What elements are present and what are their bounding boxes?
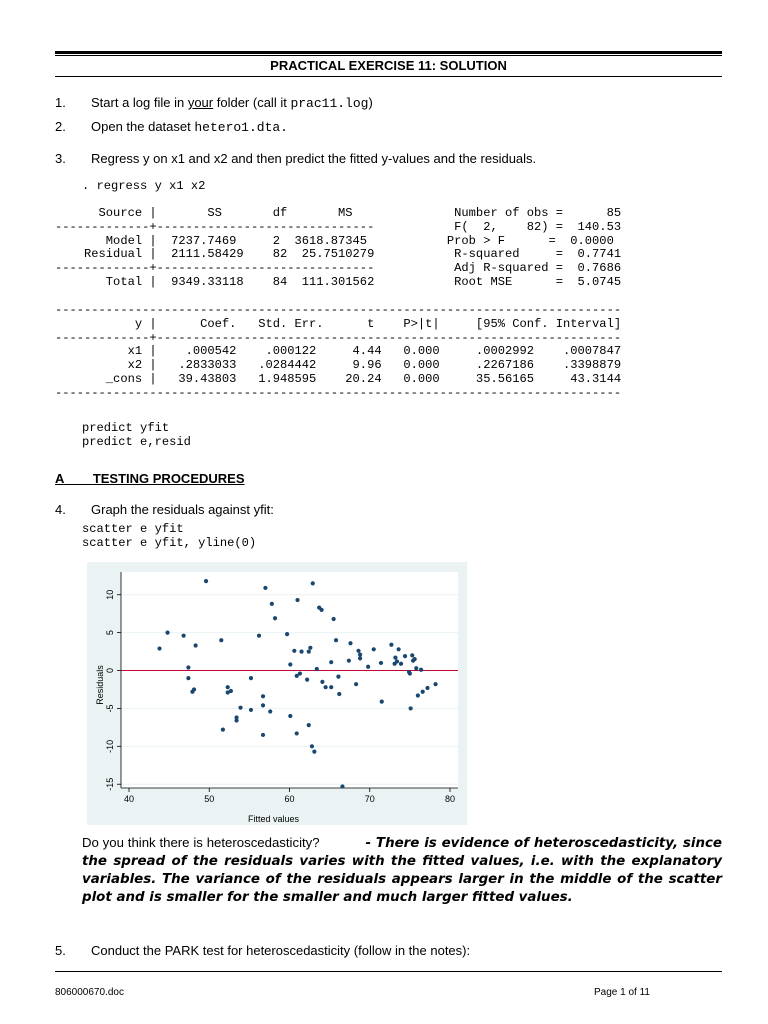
data-point xyxy=(192,687,196,691)
data-point xyxy=(285,632,289,636)
step-text: Conduct the PARK test for heteroscedasticity (follow in the notes): xyxy=(91,943,471,958)
question-text: Do you think there is heteroscedasticity? xyxy=(82,835,320,850)
data-point xyxy=(315,667,319,671)
answer-text: - There is evidence of heteroscedasticity, since the spread of the residuals varies with the fitted values, i.e. with the explanatory variables. The variance of the residuals appears larger in the middle of the scatter plot and is smaller for the smaller and much larger fitted values. xyxy=(82,836,722,905)
y-tick-label: -5 xyxy=(105,704,115,713)
data-point xyxy=(273,616,277,620)
data-point xyxy=(194,643,198,647)
data-point xyxy=(305,678,309,682)
y-tick-label: -10 xyxy=(105,739,115,753)
data-point xyxy=(399,662,403,666)
step-number: 5. xyxy=(55,943,66,958)
top-rule-thin xyxy=(55,55,722,56)
data-point xyxy=(419,668,423,672)
predict-commands: predict yfit predict e,resid xyxy=(82,421,191,449)
data-point xyxy=(379,661,383,665)
y-tick-label: -15 xyxy=(105,777,115,791)
step-2 xyxy=(55,119,288,135)
data-point xyxy=(433,682,437,686)
data-point xyxy=(393,656,397,660)
anova-table: Source | SS df MS Number of obs = 85 -------------+------------------------------ F( 2, 82) = 140.53 Model | 7237.7469 2 3618.87345 Prob > F = 0.0000 Residual | 2111.58429 82 25.7510279 R-squared = 0.7741 -------------+------------------------------ Adj R-squared = 0.7686 Total | 9349.33118 84 111.301562 Root MSE = 5.0745 xyxy=(55,206,622,289)
page-title: PRACTICAL EXERCISE 11: SOLUTION xyxy=(270,58,507,73)
x-tick-label: 80 xyxy=(444,794,455,804)
data-point xyxy=(219,638,223,642)
step-4 xyxy=(55,502,274,517)
data-point xyxy=(337,692,341,696)
data-point xyxy=(380,700,384,704)
data-point xyxy=(329,685,333,689)
data-point xyxy=(249,676,253,680)
data-point xyxy=(358,653,362,657)
data-point xyxy=(249,708,253,712)
step-number: 1. xyxy=(55,95,66,110)
data-point xyxy=(348,641,352,645)
step-text: Open the dataset xyxy=(91,119,195,134)
data-point xyxy=(270,602,274,606)
data-point xyxy=(308,646,312,650)
step-text-underlined: your xyxy=(187,95,214,110)
step-1 xyxy=(55,95,373,111)
data-point xyxy=(261,694,265,698)
footer-rule xyxy=(55,971,722,972)
data-point xyxy=(421,690,425,694)
step-text: Graph the residuals against yfit: xyxy=(91,502,274,517)
coefficient-table: ------------------------------------------------------------------------------ y | Coef. Std. Err. t P>|t| [95% Conf. Interval] -------------+---------------------------------------------------------------- x1 | .000542 .000122 4.44 0.000 .0002992 .0007847 x2 | .2833033 .0284442 9.96 0.000 .2267186 .3398879 _cons | 39.43803 1.948595 20.24 0.000 35.56165 43.3144 ------------------------------------------------------------------------------ xyxy=(55,303,622,400)
chart-plot-area xyxy=(121,572,458,788)
data-point xyxy=(408,671,412,675)
x-tick-label: 70 xyxy=(364,794,375,804)
data-point xyxy=(229,689,233,693)
section-title: TESTING PROCEDURES xyxy=(92,471,245,486)
section-letter: A xyxy=(55,471,64,486)
data-point xyxy=(311,581,315,585)
step-number: 3. xyxy=(55,151,66,166)
step-text: folder (call it xyxy=(213,95,291,110)
data-point xyxy=(263,586,267,590)
data-point xyxy=(307,649,311,653)
data-point xyxy=(356,649,360,653)
data-point xyxy=(186,676,190,680)
y-axis-label: Residuals xyxy=(95,665,105,705)
data-point xyxy=(425,686,429,690)
y-tick-label: 0 xyxy=(105,668,115,674)
step-code: prac11.log xyxy=(290,96,369,111)
data-point xyxy=(395,659,399,663)
data-point xyxy=(204,579,208,583)
data-point xyxy=(288,662,292,666)
data-point xyxy=(307,723,311,727)
footer-doc-name: 806000670.doc xyxy=(55,987,124,998)
data-point xyxy=(409,706,413,710)
x-axis-label: Fitted values xyxy=(247,814,300,824)
data-point xyxy=(358,656,362,660)
step-code: hetero1.dta. xyxy=(194,120,288,135)
data-point xyxy=(366,665,370,669)
data-point xyxy=(347,659,351,663)
data-point xyxy=(238,706,242,710)
data-point xyxy=(312,750,316,754)
data-point xyxy=(332,617,336,621)
step-text: Regress y on x1 and x2 and then predict the fitted y-values and the residuals. xyxy=(91,151,537,166)
step-3 xyxy=(55,151,536,166)
y-tick-label: 10 xyxy=(105,589,115,600)
step-text: ) xyxy=(368,95,373,110)
data-point xyxy=(261,733,265,737)
data-point xyxy=(295,598,299,602)
data-point xyxy=(226,685,230,689)
data-point xyxy=(403,654,407,658)
data-point xyxy=(295,731,299,735)
data-point xyxy=(298,671,302,675)
y-tick-label: 5 xyxy=(105,630,115,636)
data-point xyxy=(319,608,323,612)
footer-page-number: Page 1 of 11 xyxy=(594,987,650,998)
data-point xyxy=(320,680,324,684)
data-point xyxy=(288,714,292,718)
regress-command: . regress y x1 x2 xyxy=(82,179,206,193)
data-point xyxy=(354,682,358,686)
data-point xyxy=(397,647,401,651)
data-point xyxy=(157,646,161,650)
data-point xyxy=(261,703,265,707)
data-point xyxy=(310,744,314,748)
data-point xyxy=(329,660,333,664)
data-point xyxy=(299,649,303,653)
data-point xyxy=(165,631,169,635)
x-tick-label: 50 xyxy=(204,794,215,804)
step-number: 4. xyxy=(55,502,66,517)
x-tick-label: 40 xyxy=(124,794,135,804)
data-point xyxy=(268,709,272,713)
data-point xyxy=(413,657,417,661)
data-point xyxy=(186,665,190,669)
data-point xyxy=(181,634,185,638)
step-5 xyxy=(55,943,470,958)
title-underline xyxy=(55,76,722,77)
data-point xyxy=(414,666,418,670)
data-point xyxy=(221,728,225,732)
answer-paragraph xyxy=(82,834,722,906)
step-number: 2. xyxy=(55,119,66,134)
top-rule-thick xyxy=(55,51,722,54)
residuals-scatter-chart xyxy=(87,562,467,825)
data-point xyxy=(416,693,420,697)
step-text: Start a log file in xyxy=(91,95,188,110)
data-point xyxy=(334,638,338,642)
data-point xyxy=(389,643,393,647)
section-heading-a xyxy=(55,471,245,486)
data-point xyxy=(410,653,414,657)
scatter-commands: scatter e yfit scatter e yfit, yline(0) xyxy=(82,522,257,550)
data-point xyxy=(336,674,340,678)
data-point xyxy=(372,647,376,651)
data-point xyxy=(234,718,238,722)
data-point xyxy=(324,685,328,689)
data-point xyxy=(292,649,296,653)
data-point xyxy=(340,784,344,788)
x-tick-label: 60 xyxy=(284,794,295,804)
data-point xyxy=(257,634,261,638)
